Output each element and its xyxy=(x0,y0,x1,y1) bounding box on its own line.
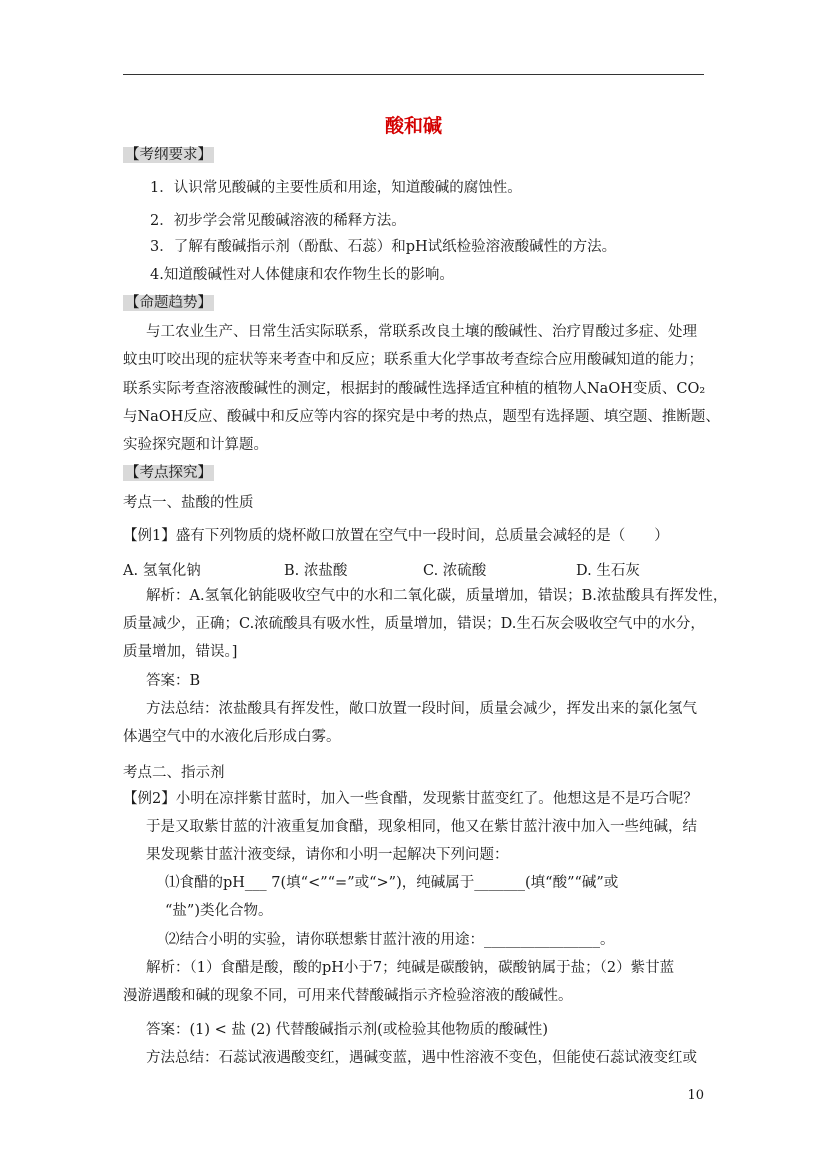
analysis-line: 解析：（1）食醋是酸，酸的pH小于7；纯碱是碳酸钠，碳酸钠属于盐；（2）紫甘蓝 xyxy=(146,960,675,976)
list-item: 2．初步学会常见酸碱溶液的稀释方法。 xyxy=(150,213,406,229)
section-heading: 【考纲要求】 xyxy=(125,147,212,163)
page-number: 10 xyxy=(687,1088,704,1103)
option-d: D. 生石灰 xyxy=(576,563,640,579)
example-question: 于是又取紫甘蓝的汁液重复加食醋，现象相同，他又在紫甘蓝汁液中加入一些纯碱，结 xyxy=(146,819,697,835)
analysis-line: 质量增加，错误。] xyxy=(123,644,238,660)
paragraph-line: 与NaOH反应、酸碱中和反应等内容的探究是中考的热点，题型有选择题、填空题、推断题、 xyxy=(123,409,720,425)
summary-line: 方法总结：浓盐酸具有挥发性，敞口放置一段时间，质量会减少，挥发出来的氯化氢气 xyxy=(146,701,697,717)
option-c: C. 浓硫酸 xyxy=(423,563,487,579)
answer: 答案：(1) < 盐 (2) 代替酸碱指示剂(或检验其他物质的酸碱性) xyxy=(146,1022,548,1038)
sub-question: ⑴食醋的pH___ 7(填“<”“=”或“>”)，纯碱属于_______(填“酸”“碱”或 xyxy=(165,875,619,891)
point-heading: 考点二、指示剂 xyxy=(123,765,225,781)
list-item: 3．了解有酸碱指示剂（酚酞、石蕊）和pH试纸检验溶液酸碱性的方法。 xyxy=(150,239,617,255)
example-question: 【例1】盛有下列物质的烧杯敞口放置在空气中一段时间，总质量会减轻的是（ ） xyxy=(123,528,669,544)
example-question: 果发现紫甘蓝汁液变绿，请你和小明一起解决下列问题： xyxy=(146,847,509,863)
list-item: 1．认识常见酸碱的主要性质和用途，知道酸碱的腐蚀性。 xyxy=(150,180,522,196)
example-question: 【例2】小明在凉拌紫甘蓝时，加入一些食醋，发现紫甘蓝变红了。他想这是不是巧合呢？ xyxy=(123,791,698,807)
answer: 答案：B xyxy=(146,673,201,689)
paragraph-line: 实验探究题和计算题。 xyxy=(123,437,268,453)
section-heading: 【命题趋势】 xyxy=(125,295,212,311)
option-b: B. 浓盐酸 xyxy=(284,563,348,579)
analysis-line: 质量减少，正确；C.浓硫酸具有吸水性，质量增加，错误；D.生石灰会吸收空气中的水分， xyxy=(123,616,705,632)
summary-line: 体遇空气中的水液化后形成白雾。 xyxy=(123,729,341,745)
page-title: 酸和碱 xyxy=(384,115,442,137)
analysis-line: 解析：A.氢氧化钠能吸收空气中的水和二氧化碳，质量增加，错误；B.浓盐酸具有挥发性， xyxy=(146,588,728,604)
analysis-line: 漫游遇酸和碱的现象不同，可用来代替酸碱指示齐检验溶液的酸碱性。 xyxy=(123,988,573,1004)
paragraph-line: 与工农业生产、日常生活实际联系，常联系改良土壤的酸碱性、治疗胃酸过多症、处理 xyxy=(146,324,697,340)
header-rule xyxy=(123,74,704,75)
paragraph-line: 联系实际考查溶液酸碱性的测定，根据封的酸碱性选择适宜种植的植物人NaOH变质、CO₂ xyxy=(123,381,706,397)
sub-question: “盐”)类化合物。 xyxy=(165,903,273,919)
summary-line: 方法总结：石蕊试液遇酸变红，遇碱变蓝，遇中性溶液不变色，但能使石蕊试液变红或 xyxy=(146,1050,697,1066)
sub-question: ⑵结合小明的实验，请你联想紫甘蓝汁液的用途：________________。 xyxy=(165,932,615,948)
section-heading: 【考点探究】 xyxy=(125,465,212,481)
paragraph-line: 蚊虫叮咬出现的症状等来考查中和反应；联系重大化学事故考查综合应用酸碱知道的能力； xyxy=(123,352,703,368)
option-a: A. 氢氧化钠 xyxy=(123,563,201,579)
list-item: 4.知道酸碱性对人体健康和农作物生长的影响。 xyxy=(150,267,454,283)
point-heading: 考点一、盐酸的性质 xyxy=(123,495,254,511)
